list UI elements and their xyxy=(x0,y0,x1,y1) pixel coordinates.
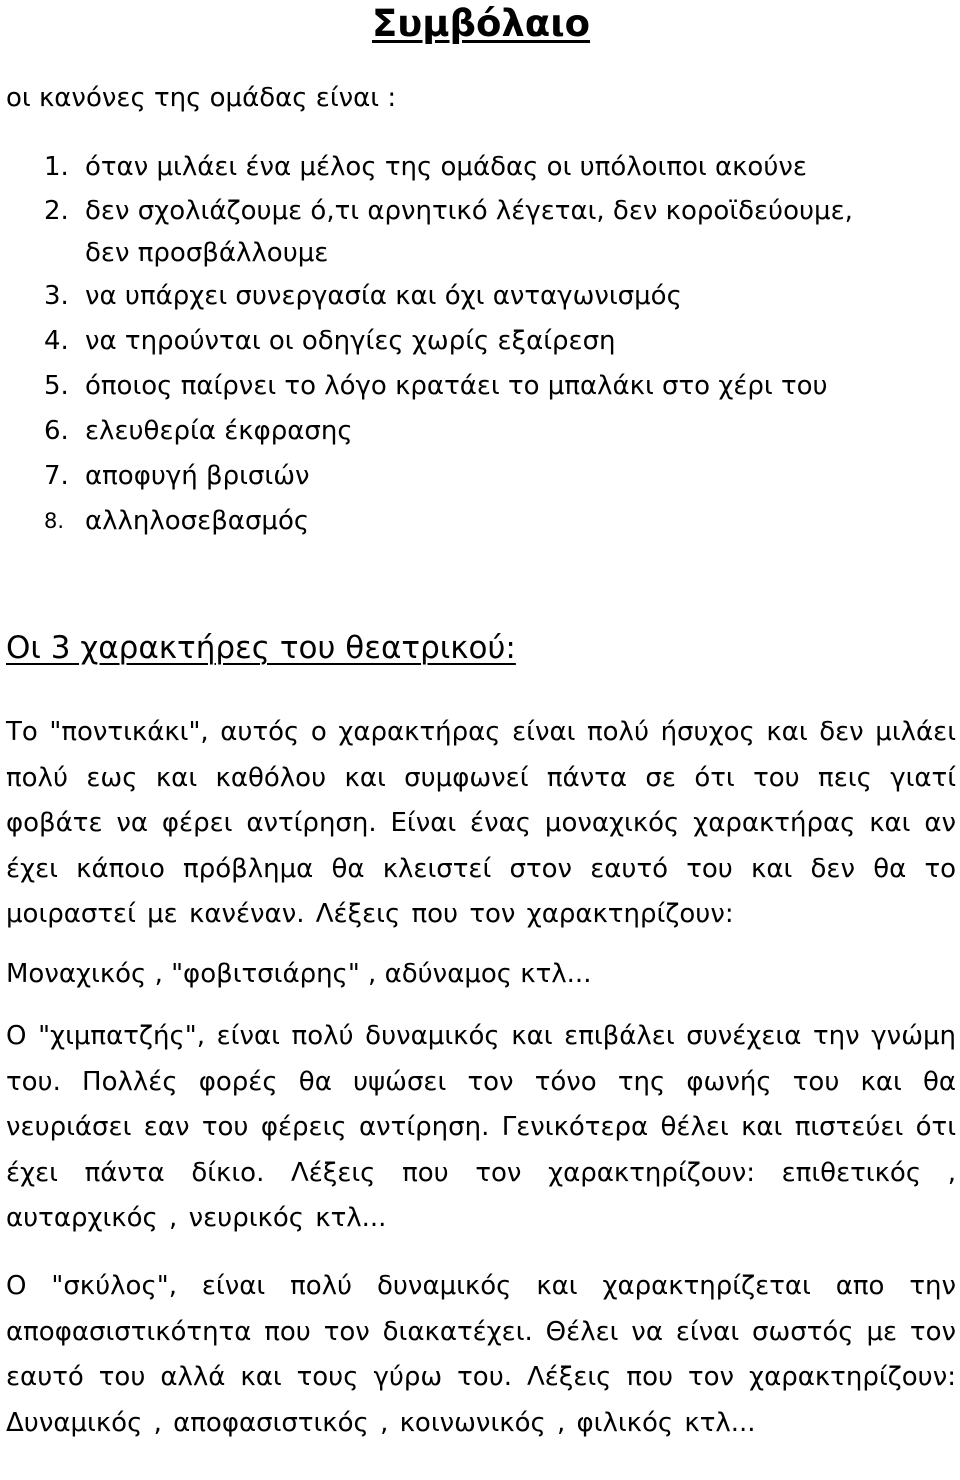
dog-paragraph: Ο "σκύλος", είναι πολύ δυναμικός και χαρακτηρίζεται απο την αποφασιστικότητα που τον διακατέχει. Θέλει να είναι σωστός με τον εαυτό του αλλά και τους γύρω του. Λέξεις που τον χαρακτηρίζουν: Δυναμικός , αποφασιστικός , κοινωνικός , φιλικός κτλ... xyxy=(6,1271,956,1438)
mouse-paragraph: Το "ποντικάκι", αυτός ο χαρακτήρας είναι πολύ ήσυχος και δεν μιλάει πολύ εως και καθόλου και συμφωνεί πάντα σε ότι του πεις γιατί φοβάτε να φέρει αντίρηση. Είναι ένας μοναχικός χαρακτήρας και αν έχει κάποιο πρόβλημα θα κλειστεί στον εαυτό του και δεν θα το μοιραστεί με κανέναν. Λέξεις που τον χαρακτηρίζουν: xyxy=(6,717,956,929)
rule-text: δεν σχολιάζουμε ό,τι αρνητικό λέγεται, δεν κοροϊδεύουμε, δεν προσβάλλουμε xyxy=(85,196,853,268)
mouse-words: Μοναχικός , "φοβιτσιάρης" , αδύναμος κτλ... xyxy=(6,959,592,989)
rule-number: 3. xyxy=(44,281,69,311)
rule-item xyxy=(0,274,885,319)
rule-item xyxy=(0,499,885,544)
rule-text: να τηρούνται οι οδηγίες χωρίς εξαίρεση xyxy=(85,326,616,356)
rule-number: 5. xyxy=(44,371,69,401)
rule-number: 4. xyxy=(44,326,69,356)
rule-number: 6. xyxy=(44,416,69,446)
rule-text: όποιος παίρνει το λόγο κρατάει το μπαλάκι στο χέρι του xyxy=(85,371,828,401)
rules-intro: οι κανόνες της ομάδας είναι : xyxy=(6,83,397,113)
chimp-paragraph: Ο "χιμπατζής", είναι πολύ δυναμικός και επιβάλει συνέχεια την γνώμη του. Πολλές φορές θα υψώσει τον τόνο της φωνής του και θα νευριάσει εαν του φέρεις αντίρηση. Γενικότερα θέλει και πιστεύει ότι έχει πάντα δίκιο. Λέξεις που τον χαρακτηρίζουν: επιθετικός , αυταρχικός , νευρικός κτλ... xyxy=(6,1021,956,1233)
rule-number: 1. xyxy=(44,152,69,182)
rule-number: 2. xyxy=(44,196,69,226)
rule-text: όταν μιλάει ένα μέλος της ομάδας οι υπόλοιποι ακούνε xyxy=(85,152,807,182)
rules-list xyxy=(0,145,885,544)
rule-text: αποφυγή βρισιών xyxy=(85,461,310,491)
rule-number: 8. xyxy=(44,509,65,533)
characters-heading: Οι 3 χαρακτήρες του θεατρικού: xyxy=(6,630,516,666)
rule-number: 7. xyxy=(44,461,69,491)
document-title: Συμβόλαιο xyxy=(372,2,591,45)
rule-item xyxy=(0,145,885,190)
rule-item xyxy=(0,409,885,454)
rule-text: ελευθερία έκφρασης xyxy=(85,416,353,446)
rule-text: να υπάρχει συνεργασία και όχι ανταγωνισμός xyxy=(85,281,682,311)
rule-item xyxy=(0,454,885,499)
rule-text: αλληλοσεβασμός xyxy=(85,506,310,536)
rule-item xyxy=(0,190,875,274)
rule-item xyxy=(0,319,885,364)
rule-item xyxy=(0,364,885,409)
